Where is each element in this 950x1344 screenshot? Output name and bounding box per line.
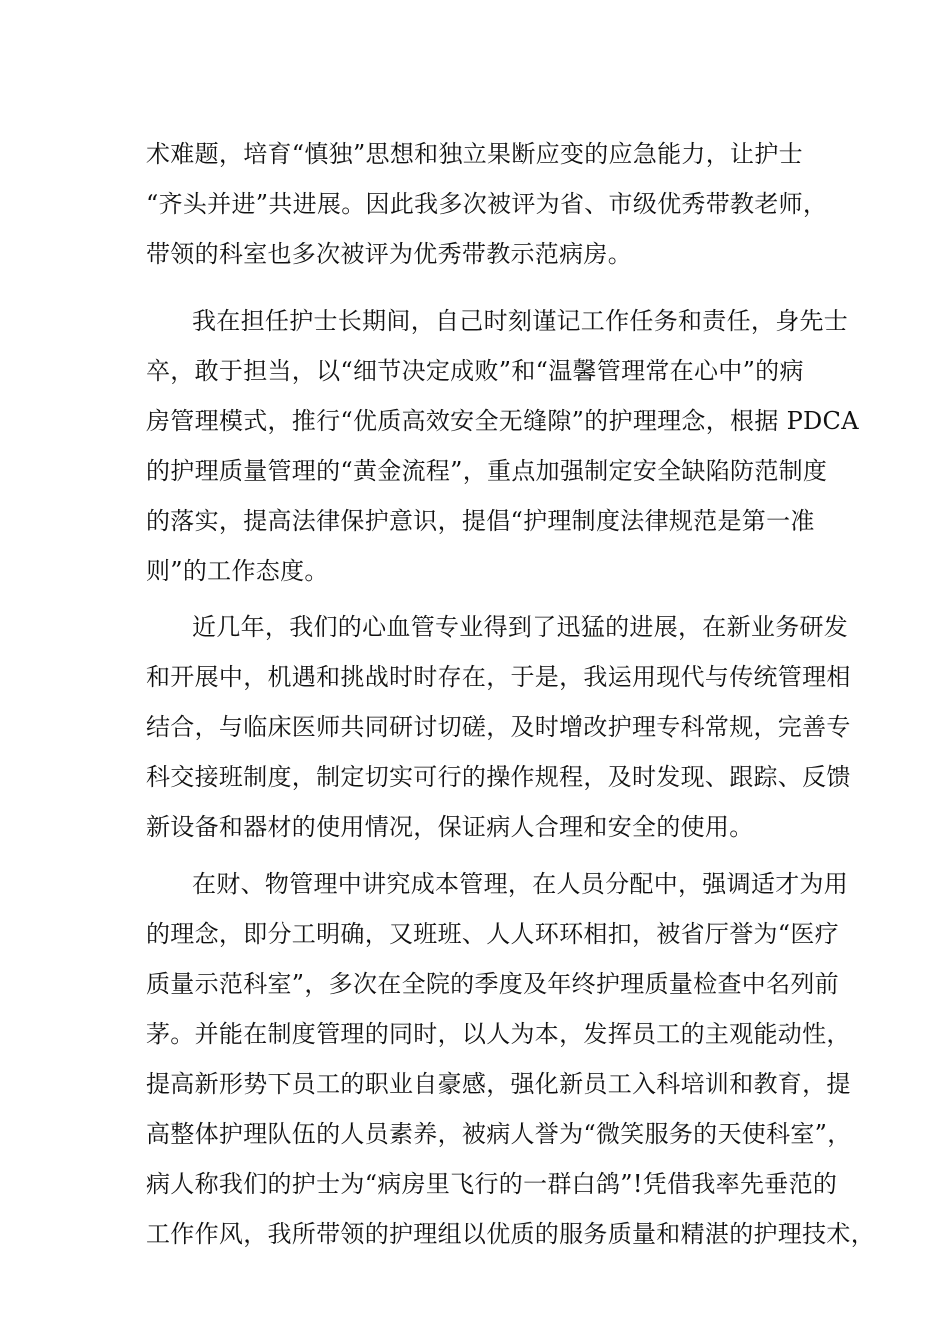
text-line: “齐头并进”共进展。因此我多次被评为省、市级优秀带教老师， — [146, 190, 828, 218]
text-line: 卒，敢于担当，以“细节决定成败”和“温馨管理常在心中”的病 — [146, 357, 804, 385]
text-line: 质量示范科室”，多次在全院的季度及年终护理质量检查中名列前 — [146, 970, 839, 998]
text-line: 的护理质量管理的“黄金流程”，重点加强制定安全缺陷防范制度 — [146, 457, 828, 485]
text-line: 高整体护理队伍的人员素养，被病人誉为“微笑服务的天使科室”， — [146, 1120, 852, 1148]
paragraph-first-line: 近几年，我们的心血管专业得到了迅猛的进展，在新业务研发 — [192, 613, 849, 641]
text-line: 房管理模式，推行“优质高效安全无缝隙”的护理理念，根据 PDCA — [146, 407, 859, 435]
text-line: 新设备和器材的使用情况，保证病人合理和安全的使用。 — [146, 813, 754, 841]
text-line: 结合，与临床医师共同研讨切磋，及时增改护理专科常规，完善专 — [146, 713, 851, 741]
text-line: 工作作风，我所带领的护理组以优质的服务质量和精湛的护理技术， — [146, 1220, 875, 1248]
text-line: 带领的科室也多次被评为优秀带教示范病房。 — [146, 240, 632, 268]
text-line: 的理念，即分工明确，又班班、人人环环相扣，被省厅誉为“医疗 — [146, 920, 839, 948]
text-line: 科交接班制度，制定切实可行的操作规程，及时发现、跟踪、反馈 — [146, 763, 851, 791]
paragraph-first-line: 我在担任护士长期间，自己时刻谨记工作任务和责任，身先士 — [192, 307, 849, 335]
text-line: 茅。并能在制度管理的同时，以人为本，发挥员工的主观能动性， — [146, 1020, 851, 1048]
text-line: 则”的工作态度。 — [146, 557, 329, 585]
text-line: 病人称我们的护士为“病房里飞行的一群白鸽”!凭借我率先垂范的 — [146, 1170, 838, 1198]
paragraph-first-line: 在财、物管理中讲究成本管理，在人员分配中，强调适才为用 — [192, 870, 849, 898]
text-line: 术难题，培育“慎独”思想和独立果断应变的应急能力，让护士 — [146, 140, 803, 168]
text-line: 提高新形势下员工的职业自豪感，强化新员工入科培训和教育，提 — [146, 1070, 851, 1098]
text-line: 和开展中，机遇和挑战时时存在，于是，我运用现代与传统管理相 — [146, 663, 851, 691]
text-line: 的落实，提高法律保护意识，提倡“护理制度法律规范是第一准 — [146, 507, 815, 535]
